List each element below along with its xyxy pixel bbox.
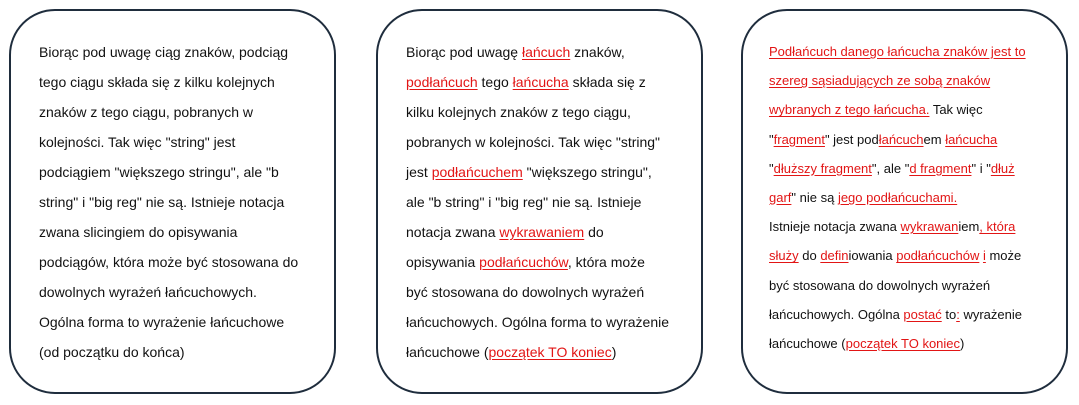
text-segment: " i " xyxy=(971,160,991,176)
highlighted-term: wykrawaniem xyxy=(499,224,585,240)
text-line xyxy=(769,95,1052,124)
text-segment: Tak więc xyxy=(929,102,983,118)
highlighted-term: , która xyxy=(979,219,1016,235)
text-segment: , która może xyxy=(567,254,645,270)
text-segment: podciągów, która może być stosowana do xyxy=(39,254,299,270)
text-line xyxy=(769,212,1052,241)
highlighted-term: podłańcuch xyxy=(406,74,478,90)
highlighted-term: fragment xyxy=(773,131,825,147)
text-segment: łańcuchowych. Ogólna xyxy=(769,306,904,322)
text-line xyxy=(39,37,320,67)
text-line xyxy=(406,217,687,247)
highlighted-term: i xyxy=(982,248,986,264)
text-line xyxy=(406,247,687,277)
text-segment: podciągiem "większego stringu", ale "b xyxy=(39,164,279,180)
text-line xyxy=(39,277,320,307)
text-segment: ) xyxy=(960,335,965,351)
text-line xyxy=(39,187,320,217)
text-line xyxy=(769,271,1052,300)
text-line xyxy=(406,307,687,337)
text-segment: " xyxy=(769,131,774,147)
card-text xyxy=(769,37,1052,358)
text-segment: zwana slicingiem do opisywania xyxy=(39,224,238,240)
highlighted-term: początek TO koniec xyxy=(488,344,612,360)
text-segment: łańcuchowe ( xyxy=(406,344,489,360)
text-line xyxy=(39,337,320,367)
text-segment: kilku kolejnych znaków z tego ciągu, xyxy=(406,104,631,120)
highlighted-term: : xyxy=(956,306,960,322)
highlighted-term: defin xyxy=(820,248,849,264)
text-line xyxy=(39,247,320,277)
text-line xyxy=(769,66,1052,95)
highlighted-term: łańcucha xyxy=(512,74,569,90)
text-segment: znaków z tego ciągu, pobranych w xyxy=(39,104,254,120)
text-line xyxy=(406,67,687,97)
text-segment: być stosowana do dowolnych wyrażeń xyxy=(406,284,645,300)
text-segment: do xyxy=(584,224,604,240)
highlighted-term: d fragment xyxy=(909,160,972,176)
text-segment: do xyxy=(798,248,821,264)
highlighted-term: łańcucha xyxy=(945,131,998,147)
text-segment: Biorąc pod uwagę xyxy=(406,44,522,60)
highlighted-term: podłańcuchów xyxy=(479,254,568,270)
text-line xyxy=(39,97,320,127)
text-segment: tego ciągu składa się z kilku kolejnych xyxy=(39,74,275,90)
text-line xyxy=(39,217,320,247)
card-original xyxy=(9,9,336,394)
text-segment: może xyxy=(985,248,1022,264)
text-line xyxy=(406,127,687,157)
highlighted-term: szereg sąsiadujących ze sobą znaków xyxy=(769,73,991,89)
card-partial-highlight xyxy=(376,9,703,394)
text-line xyxy=(769,241,1052,270)
text-segment: (od początku do końca) xyxy=(39,344,185,360)
text-segment: " nie są xyxy=(791,189,838,205)
card-text xyxy=(39,37,320,367)
text-segment: składa się z xyxy=(568,74,646,90)
text-segment: ) xyxy=(611,344,617,360)
text-line xyxy=(769,125,1052,154)
text-segment: em xyxy=(923,131,946,147)
text-segment: notacja zwana xyxy=(406,224,500,240)
text-line xyxy=(406,37,687,67)
text-segment: iem xyxy=(958,219,980,235)
text-line xyxy=(769,154,1052,183)
text-segment: Istnieje notacja zwana xyxy=(769,219,901,235)
text-line xyxy=(406,97,687,127)
highlighted-term: postać xyxy=(903,306,942,322)
text-segment: kolejności. Tak więc "string" jest xyxy=(39,134,236,150)
text-segment: Ogólna forma to wyrażenie łańcuchowe xyxy=(39,314,285,330)
highlighted-term: wykrawan xyxy=(900,219,959,235)
text-segment: tego xyxy=(477,74,513,90)
card-full-highlight xyxy=(741,9,1068,394)
text-line xyxy=(769,183,1052,212)
text-segment: string" i "big reg" nie są. Istnieje notacja xyxy=(39,194,285,210)
text-segment: ", ale " xyxy=(871,160,910,176)
highlighted-term: garf xyxy=(769,189,792,205)
highlighted-term: służy xyxy=(769,248,799,264)
text-line xyxy=(406,157,687,187)
text-segment: opisywania xyxy=(406,254,480,270)
text-segment: wyrażenie xyxy=(959,306,1022,322)
text-segment: jest xyxy=(406,164,432,180)
highlighted-term: łańcuch xyxy=(878,131,924,147)
text-line xyxy=(769,37,1052,66)
highlighted-term: jego podłańcuchami. xyxy=(837,189,958,205)
text-line xyxy=(769,300,1052,329)
text-line xyxy=(39,307,320,337)
text-segment: " xyxy=(769,160,774,176)
highlighted-term: podłańcuchów xyxy=(896,248,980,264)
text-segment: pobranych w kolejności. Tak więc "string" xyxy=(406,134,661,150)
text-segment: iowania xyxy=(848,248,897,264)
text-line xyxy=(769,329,1052,358)
text-segment: łańcuchowe ( xyxy=(769,335,846,351)
highlighted-term: dłuższy fragment xyxy=(773,160,872,176)
text-line xyxy=(39,67,320,97)
text-segment: " jest pod xyxy=(824,131,879,147)
text-line xyxy=(39,157,320,187)
text-line xyxy=(406,187,687,217)
text-segment: to xyxy=(941,306,957,322)
text-segment: "większego stringu", xyxy=(522,164,652,180)
text-line xyxy=(406,337,687,367)
text-line xyxy=(406,277,687,307)
highlighted-term: łańcuch xyxy=(521,44,571,60)
text-segment: Biorąc pod uwagę ciąg znaków, podciąg xyxy=(39,44,289,60)
text-segment: ale "b string" i "big reg" nie są. Istnieje xyxy=(406,194,642,210)
text-line xyxy=(39,127,320,157)
highlighted-term: wybranych z tego łańcucha. xyxy=(769,102,930,118)
highlighted-term: dłuż xyxy=(990,160,1015,176)
highlighted-term: początek TO koniec xyxy=(845,335,961,351)
highlighted-term: Podłańcuch danego łańcucha znaków jest to xyxy=(769,44,1026,59)
text-segment: dowolnych wyrażeń łańcuchowych. xyxy=(39,284,257,300)
text-segment: łańcuchowych. Ogólna forma to wyrażenie xyxy=(406,314,670,330)
text-segment: być stosowana do dowolnych wyrażeń xyxy=(769,277,991,293)
highlighted-term: podłańcuchem xyxy=(431,164,523,180)
card-text xyxy=(406,37,687,367)
text-segment: znaków, xyxy=(570,44,625,60)
